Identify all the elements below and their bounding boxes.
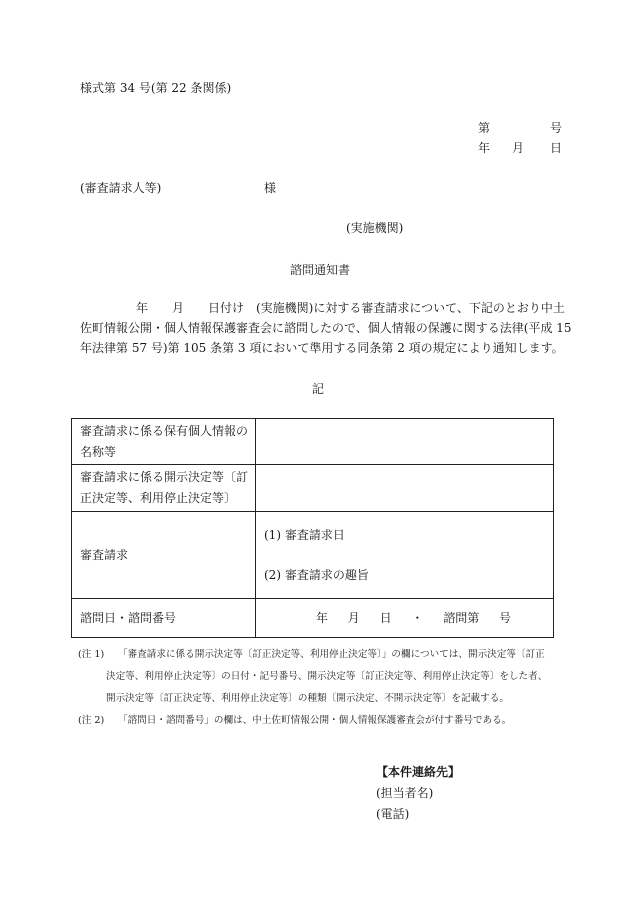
form-number: 様式第 34 号(第 22 条関係): [80, 81, 232, 95]
note-line: 「審査請求に係る開示決定等〔訂正決定等、利用停止決定等〕」の欄については、開示決定等〔訂正: [118, 649, 545, 660]
contact-heading: 【本件連絡先】: [376, 765, 461, 779]
contact-person: (担当者名): [376, 786, 434, 800]
inquiry-dot: ・: [411, 610, 424, 625]
issuer: (実施機関): [346, 221, 404, 235]
body-line: 年法律第 57 号)第 105 条第 3 項において準用する同条第 2 項の規定により通知します。: [80, 341, 564, 355]
body-line: 佐町情報公開・個人情報保護審査会に諮問したので、個人情報の保護に関する法律(平成 15: [80, 321, 572, 335]
note-label: (注 2): [78, 715, 105, 726]
note-line: 決定等、利用停止決定等〕の日付・記号番号、開示決定等〔訂正決定等、利用停止決定等〕をした者、: [106, 671, 548, 682]
row-label-disclosure-decision: 審査請求に係る開示決定等〔訂 正決定等、利用停止決定等〕: [72, 465, 256, 512]
issue-date-day: 日: [550, 141, 563, 155]
inquiry-month: 月: [347, 610, 360, 625]
table-row: [72, 512, 554, 599]
table-row: [72, 465, 554, 512]
honorific: 様: [264, 181, 277, 195]
info-table: [71, 418, 554, 638]
addressee: (審査請求人等): [80, 181, 162, 195]
review-request-date-item: (1) 審査請求日: [264, 528, 345, 542]
ki-heading: 記: [312, 382, 325, 396]
table-row: [72, 599, 554, 638]
contact-phone: (電話): [376, 807, 410, 821]
contact-block: [376, 762, 460, 825]
row-value-personal-info-name[interactable]: [256, 419, 554, 465]
body-line: 年 月 日付け (実施機関)に対する審査請求について、下記のとおり中土: [136, 301, 565, 315]
inquiry-number-prefix: 諮問第: [443, 610, 480, 625]
note-line: 開示決定等〔訂正決定等、利用停止決定等〕の種類〔開示決定、不開示決定等〕を記載する。: [106, 693, 509, 704]
document-title: 諮問通知書: [290, 263, 351, 277]
row-label-review-request: 審査請求: [72, 512, 256, 599]
note-1: [78, 644, 558, 710]
issue-date-month: 月: [512, 141, 525, 155]
issue-number-suffix: 号: [550, 121, 563, 135]
issue-date-year: 年: [478, 141, 491, 155]
issue-number-prefix: 第: [478, 121, 491, 135]
inquiry-year: 年: [316, 610, 329, 625]
table-row: [72, 419, 554, 465]
review-request-purpose-item: (2) 審査請求の趣旨: [264, 568, 369, 582]
body-paragraph: [80, 298, 572, 358]
inquiry-number-suffix: 号: [498, 610, 511, 625]
note-2: [78, 710, 558, 732]
note-line: 「諮問日・諮問番号」の欄は、中土佐町情報公開・個人情報保護審査会が付す番号である。: [118, 715, 512, 726]
row-label-inquiry: 諮問日・諮問番号: [72, 599, 256, 638]
row-value-disclosure-decision[interactable]: [256, 465, 554, 512]
row-value-review-request[interactable]: [256, 512, 554, 599]
row-label-personal-info-name: 審査請求に係る保有個人情報の 名称等: [72, 419, 256, 465]
notes: [78, 644, 558, 732]
note-label: (注 1): [78, 649, 105, 660]
row-value-inquiry[interactable]: [256, 599, 554, 638]
inquiry-day: 日: [379, 610, 392, 625]
